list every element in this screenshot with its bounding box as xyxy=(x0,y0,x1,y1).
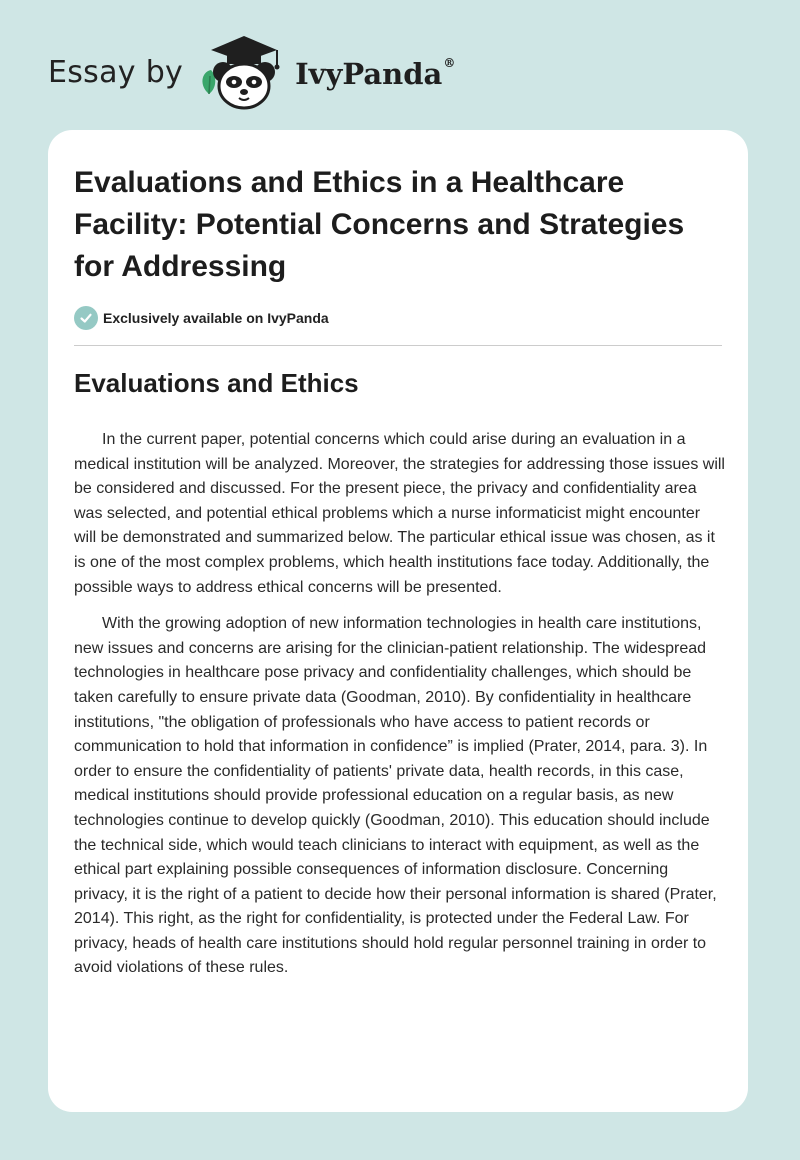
divider xyxy=(74,345,722,346)
site-header xyxy=(48,32,455,112)
brand-name[interactable]: IvyPanda® xyxy=(295,56,456,91)
paragraph: In the current paper, potential concerns which could arise during an evaluation in a medical institution will be analyzed. Moreover, the strategies for addressing those issues will be considered and discussed. For the present piece, the privacy and confidentiality area was selected, and potential ethical problems which a nurse informaticist might encounter will be demonstrated and summarized below. The particular ethical issue was chosen, as it is one of the most complex problems, which health institutions face today. Additionally, the possible ways to address ethical concerns will be presented. xyxy=(74,431,725,596)
panda-graduate-logo-icon[interactable] xyxy=(197,32,287,112)
page-title: Evaluations and Ethics in a Healthcare Facility: Potential Concerns and Strategies for Addressing xyxy=(74,166,685,283)
section-heading: Evaluations and Ethics xyxy=(74,368,359,398)
essay-card xyxy=(48,130,748,1112)
paragraph: With the growing adoption of new information technologies in health care institutions, new issues and concerns are arising for the clinician-patient relationship. The widespread technologies in healthcare pose privacy and confidentiality challenges, which should be taken carefully to ensure private data (Goodman, 2010). By confidentiality in healthcare institutions, "the obligation of professionals who have access to patient records or communication to hold that information in confidence” is implied (Prater, 2014, para. 3). In order to ensure the confidentiality of patients' private data, health records, in this case, medical institutions should provide professional education on a regular basis, as new technologies continue to develop quickly (Goodman, 2010). This education should include the technical side, which would teach clinicians to interact with equipment, as well as the ethical part explaining possible consequences of information disclosure. Concerning privacy, it is the right of a patient to decide how their personal information is shared (Prater, 2014). This right, as the right for confidentiality, is protected under the Federal Law. For privacy, heads of health care institutions should hold regular personnel training in order to avoid violations of these rules. xyxy=(74,615,717,977)
check-circle-icon xyxy=(74,306,98,330)
essay-by-label: Essay by xyxy=(48,54,184,90)
essay-body xyxy=(74,428,726,993)
exclusive-label: Exclusively available on IvyPanda xyxy=(103,310,329,326)
registered-mark: ® xyxy=(443,56,456,71)
exclusive-badge xyxy=(74,306,329,330)
